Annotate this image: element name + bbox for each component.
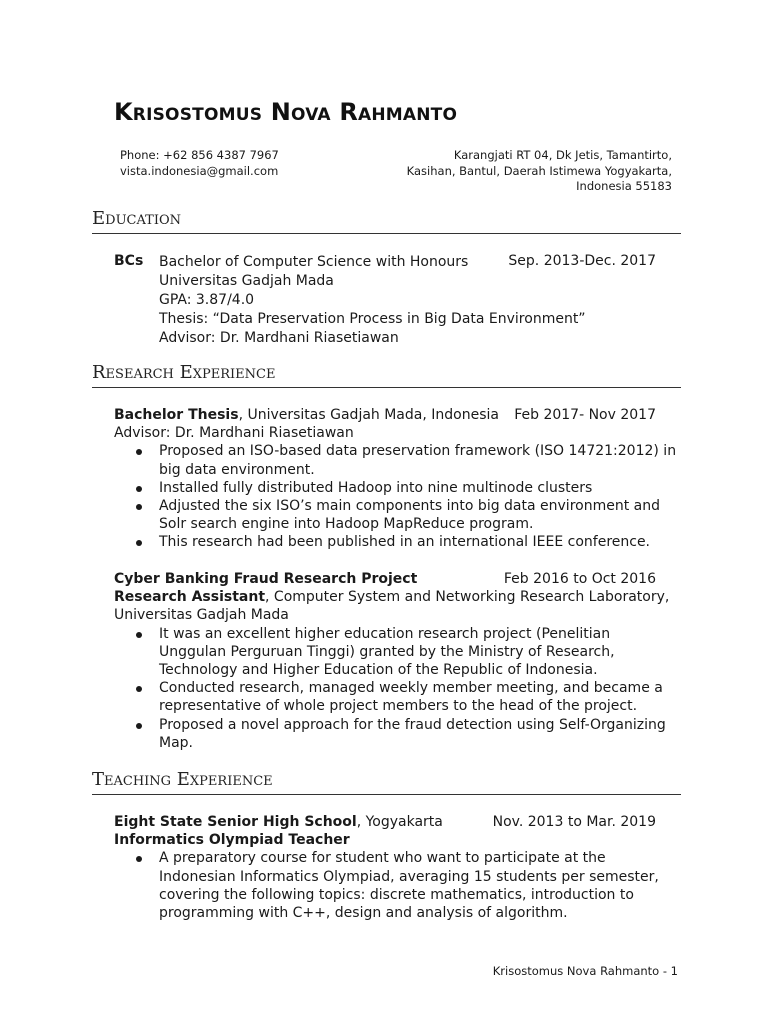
teaching-entry xyxy=(114,813,680,922)
entry-dates: Feb 2017- Nov 2017 xyxy=(514,407,656,423)
page-footer: Krisostomus Nova Rahmanto - 1 xyxy=(492,964,678,978)
bullet-icon xyxy=(136,686,142,692)
entry-dates: Nov. 2013 to Mar. 2019 xyxy=(492,814,656,830)
entry-advisor: Advisor: Dr. Mardhani Riasetiawan xyxy=(114,425,354,442)
gpa: GPA: 3.87/4.0 xyxy=(159,292,255,308)
degree-abbreviation: BCs xyxy=(114,253,144,269)
school-name: Eight State Senior High School xyxy=(114,814,357,830)
research-heading: Research Experience xyxy=(92,362,681,388)
entry-title: Bachelor Thesis xyxy=(114,407,239,423)
bullet-icon xyxy=(136,723,142,729)
teaching-heading: Teaching Experience xyxy=(92,769,681,795)
bullet-list xyxy=(114,625,680,752)
list-item: Adjusted the six ISO’s main components into big data environment and Solr search engine into Hadoop MapReduce program. xyxy=(159,497,680,533)
degree-name: Bachelor of Computer Science with Honours xyxy=(159,254,469,270)
advisor: Advisor: Dr. Mardhani Riasetiawan xyxy=(159,330,399,346)
list-item: Installed fully distributed Hadoop into nine multinode clusters xyxy=(159,479,680,497)
list-item: A preparatory course for student who want to participate at the Indonesian Informatics Olympiad, averaging 15 students per semester, covering the following topics: discrete mathematics, introduction to programming with C++, design and analysis of algorithm. xyxy=(159,849,680,922)
bullet-list xyxy=(114,442,680,551)
bullet-icon xyxy=(136,486,142,492)
bullet-icon xyxy=(136,540,142,546)
list-item: It was an excellent higher education research project (Penelitian Unggulan Perguruan Tinggi) granted by the Ministry of Research, Technology and Higher Education of the Republic of Indonesia. xyxy=(159,625,680,680)
entry-org: , Universitas Gadjah Mada, Indonesia xyxy=(238,407,499,423)
university-name: Universitas Gadjah Mada xyxy=(159,273,334,289)
phone-number: Phone: +62 856 4387 7967 xyxy=(120,148,279,162)
list-item: Proposed an ISO-based data preservation framework (ISO 14721:2012) in big data environment. xyxy=(159,442,680,478)
education-heading: Education xyxy=(92,208,681,234)
contact-info xyxy=(120,148,279,179)
education-dates: Sep. 2013-Dec. 2017 xyxy=(508,253,656,269)
address-line: Kasihan, Bantul, Daerah Istimewa Yogyakarta, xyxy=(406,163,672,178)
email-address: vista.indonesia@gmail.com xyxy=(120,163,279,178)
entry-dates: Feb 2016 to Oct 2016 xyxy=(503,571,656,587)
address-line: Karangjati RT 04, Dk Jetis, Tamantirto, xyxy=(453,148,672,162)
research-entry-fraud xyxy=(114,570,680,752)
entry-title: Cyber Banking Fraud Research Project xyxy=(114,571,418,587)
address-line: Indonesia 55183 xyxy=(576,179,672,193)
entry-role: Research Assistant xyxy=(114,589,266,606)
candidate-name: Krisostomus Nova Rahmanto xyxy=(114,98,458,126)
postal-address xyxy=(407,148,672,195)
research-entry-thesis xyxy=(114,406,680,552)
school-location: , Yogyakarta xyxy=(356,814,443,830)
bullet-icon xyxy=(136,504,142,510)
entry-org: , Computer System and Networking Research Laboratory, xyxy=(265,589,670,606)
bullet-icon xyxy=(136,449,142,455)
teaching-role: Informatics Olympiad Teacher xyxy=(114,832,350,849)
entry-org-line2: Universitas Gadjah Mada xyxy=(114,607,289,624)
bullet-list xyxy=(114,849,680,922)
thesis-title: Thesis: “Data Preservation Process in Big Data Environment” xyxy=(159,311,586,327)
list-item: Proposed a novel approach for the fraud detection using Self-Organizing Map. xyxy=(159,716,680,752)
bullet-icon xyxy=(136,856,142,862)
list-item: This research had been published in an international IEEE conference. xyxy=(159,533,680,551)
list-item: Conducted research, managed weekly member meeting, and became a representative of whole project members to the head of the project. xyxy=(159,679,680,715)
bullet-icon xyxy=(136,632,142,638)
